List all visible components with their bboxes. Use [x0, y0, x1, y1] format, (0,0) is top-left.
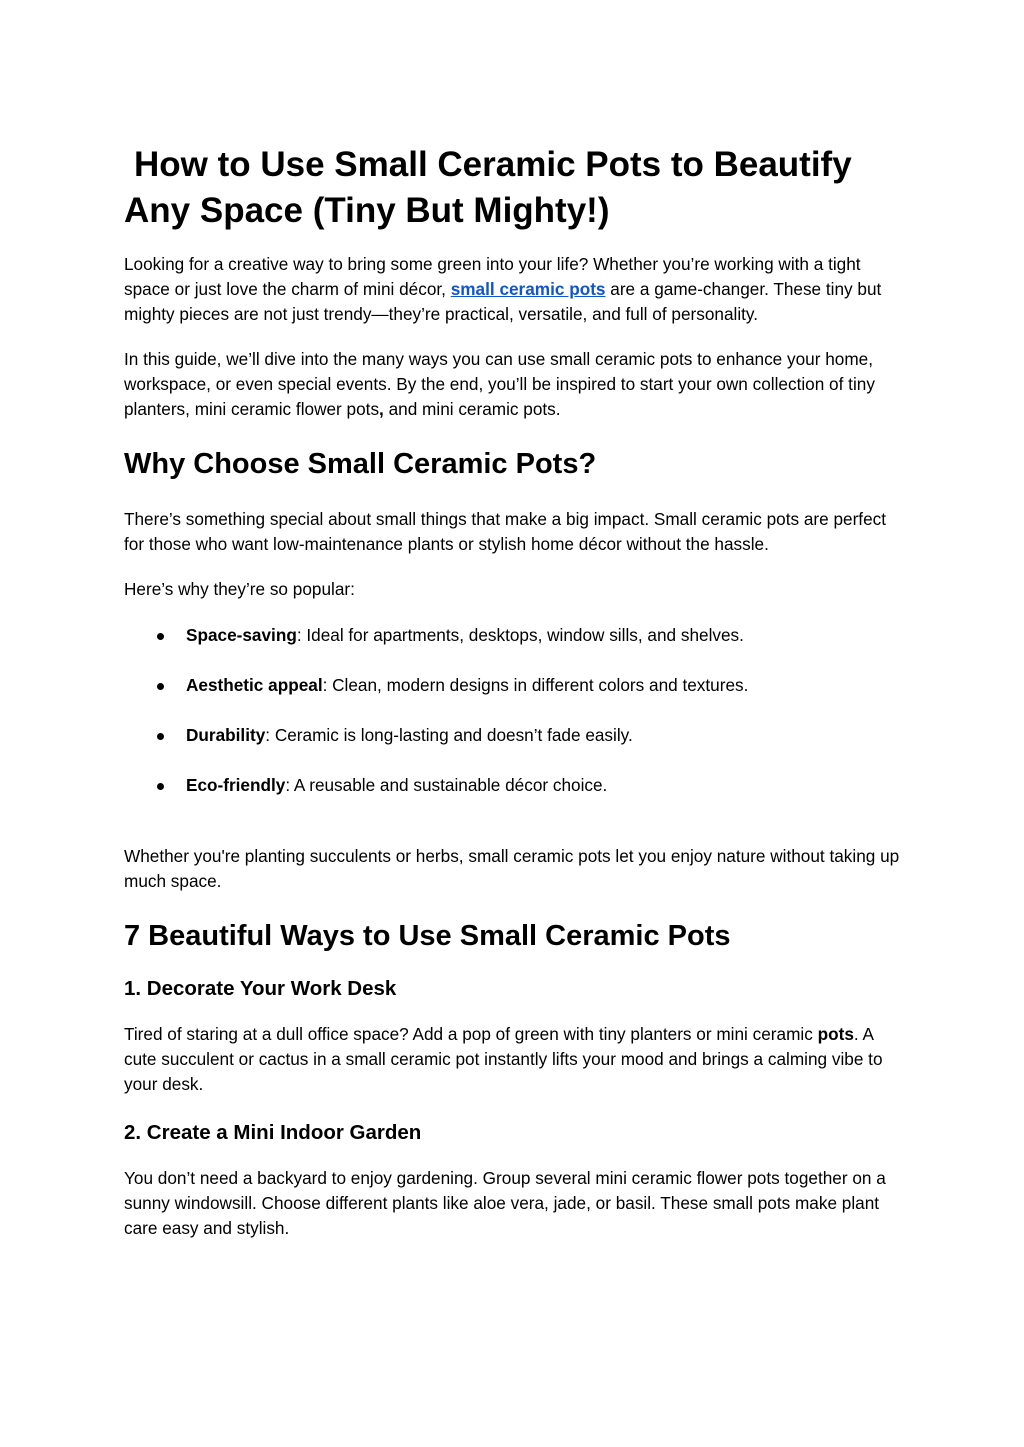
- why-paragraph-2: Here’s why they’re so popular:: [124, 579, 355, 599]
- intro-paragraph-1: Looking for a creative way to bring some green into your life? Whether you’re working with a tight space or just love the charm of mini décor, small ceramic pots are a game-changer. These tiny but mighty pieces are not just trendy—they’re practical, versatile, and full of personality.: [124, 254, 882, 324]
- bullet-icon: [157, 783, 164, 790]
- page-title-text: How to Use Small Ceramic Pots to Beautify Any Space (Tiny But Mighty!): [124, 145, 852, 230]
- why-heading: Why Choose Small Ceramic Pots?: [124, 448, 597, 480]
- intro-paragraph-2: In this guide, we’ll dive into the many ways you can use small ceramic pots to enhance your home, workspace, or even special events. By the end, you’ll be inspired to start your own collection of tiny planters, mini ceramic flower pots, and mini ceramic pots.: [124, 349, 875, 419]
- section-heading-garden: 2. Create a Mini Indoor Garden: [124, 1121, 422, 1144]
- list-item: Eco-friendly: A reusable and sustainable décor choice.: [124, 773, 904, 798]
- list-item: Durability: Ceramic is long-lasting and doesn’t fade easily.: [124, 723, 904, 748]
- desk-paragraph: Tired of staring at a dull office space? Add a pop of green with tiny planters or mini ceramic pots. A cute succulent or cactus in a small ceramic pot instantly lifts your mood and brings a calming vibe to your desk.: [124, 1024, 883, 1094]
- why-paragraph-1: There’s something special about small things that make a big impact. Small ceramic pots are perfect for those who want low-maintenance plants or stylish home décor without the hassle.: [124, 509, 887, 554]
- garden-paragraph: You don’t need a backyard to enjoy gardening. Group several mini ceramic flower pots together on a sunny windowsill. Choose different plants like aloe vera, jade, or basil. These small pots make plant care easy and stylish.: [124, 1168, 886, 1238]
- document-page: [124, 142, 904, 1241]
- section-heading-desk: 1. Decorate Your Work Desk: [124, 977, 397, 1000]
- page-title: [124, 142, 904, 234]
- reasons-list: [124, 623, 904, 798]
- ways-heading: 7 Beautiful Ways to Use Small Ceramic Pots: [124, 920, 731, 952]
- list-item: Aesthetic appeal: Clean, modern designs in different colors and textures.: [124, 673, 904, 698]
- small-ceramic-pots-link[interactable]: small ceramic pots: [450, 279, 606, 299]
- why-paragraph-3: Whether you're planting succulents or herbs, small ceramic pots let you enjoy nature without taking up much space.: [124, 846, 900, 891]
- bullet-icon: [157, 683, 164, 690]
- bullet-icon: [157, 633, 164, 640]
- list-item: Space-saving: Ideal for apartments, desktops, window sills, and shelves.: [124, 623, 904, 648]
- bullet-icon: [157, 733, 164, 740]
